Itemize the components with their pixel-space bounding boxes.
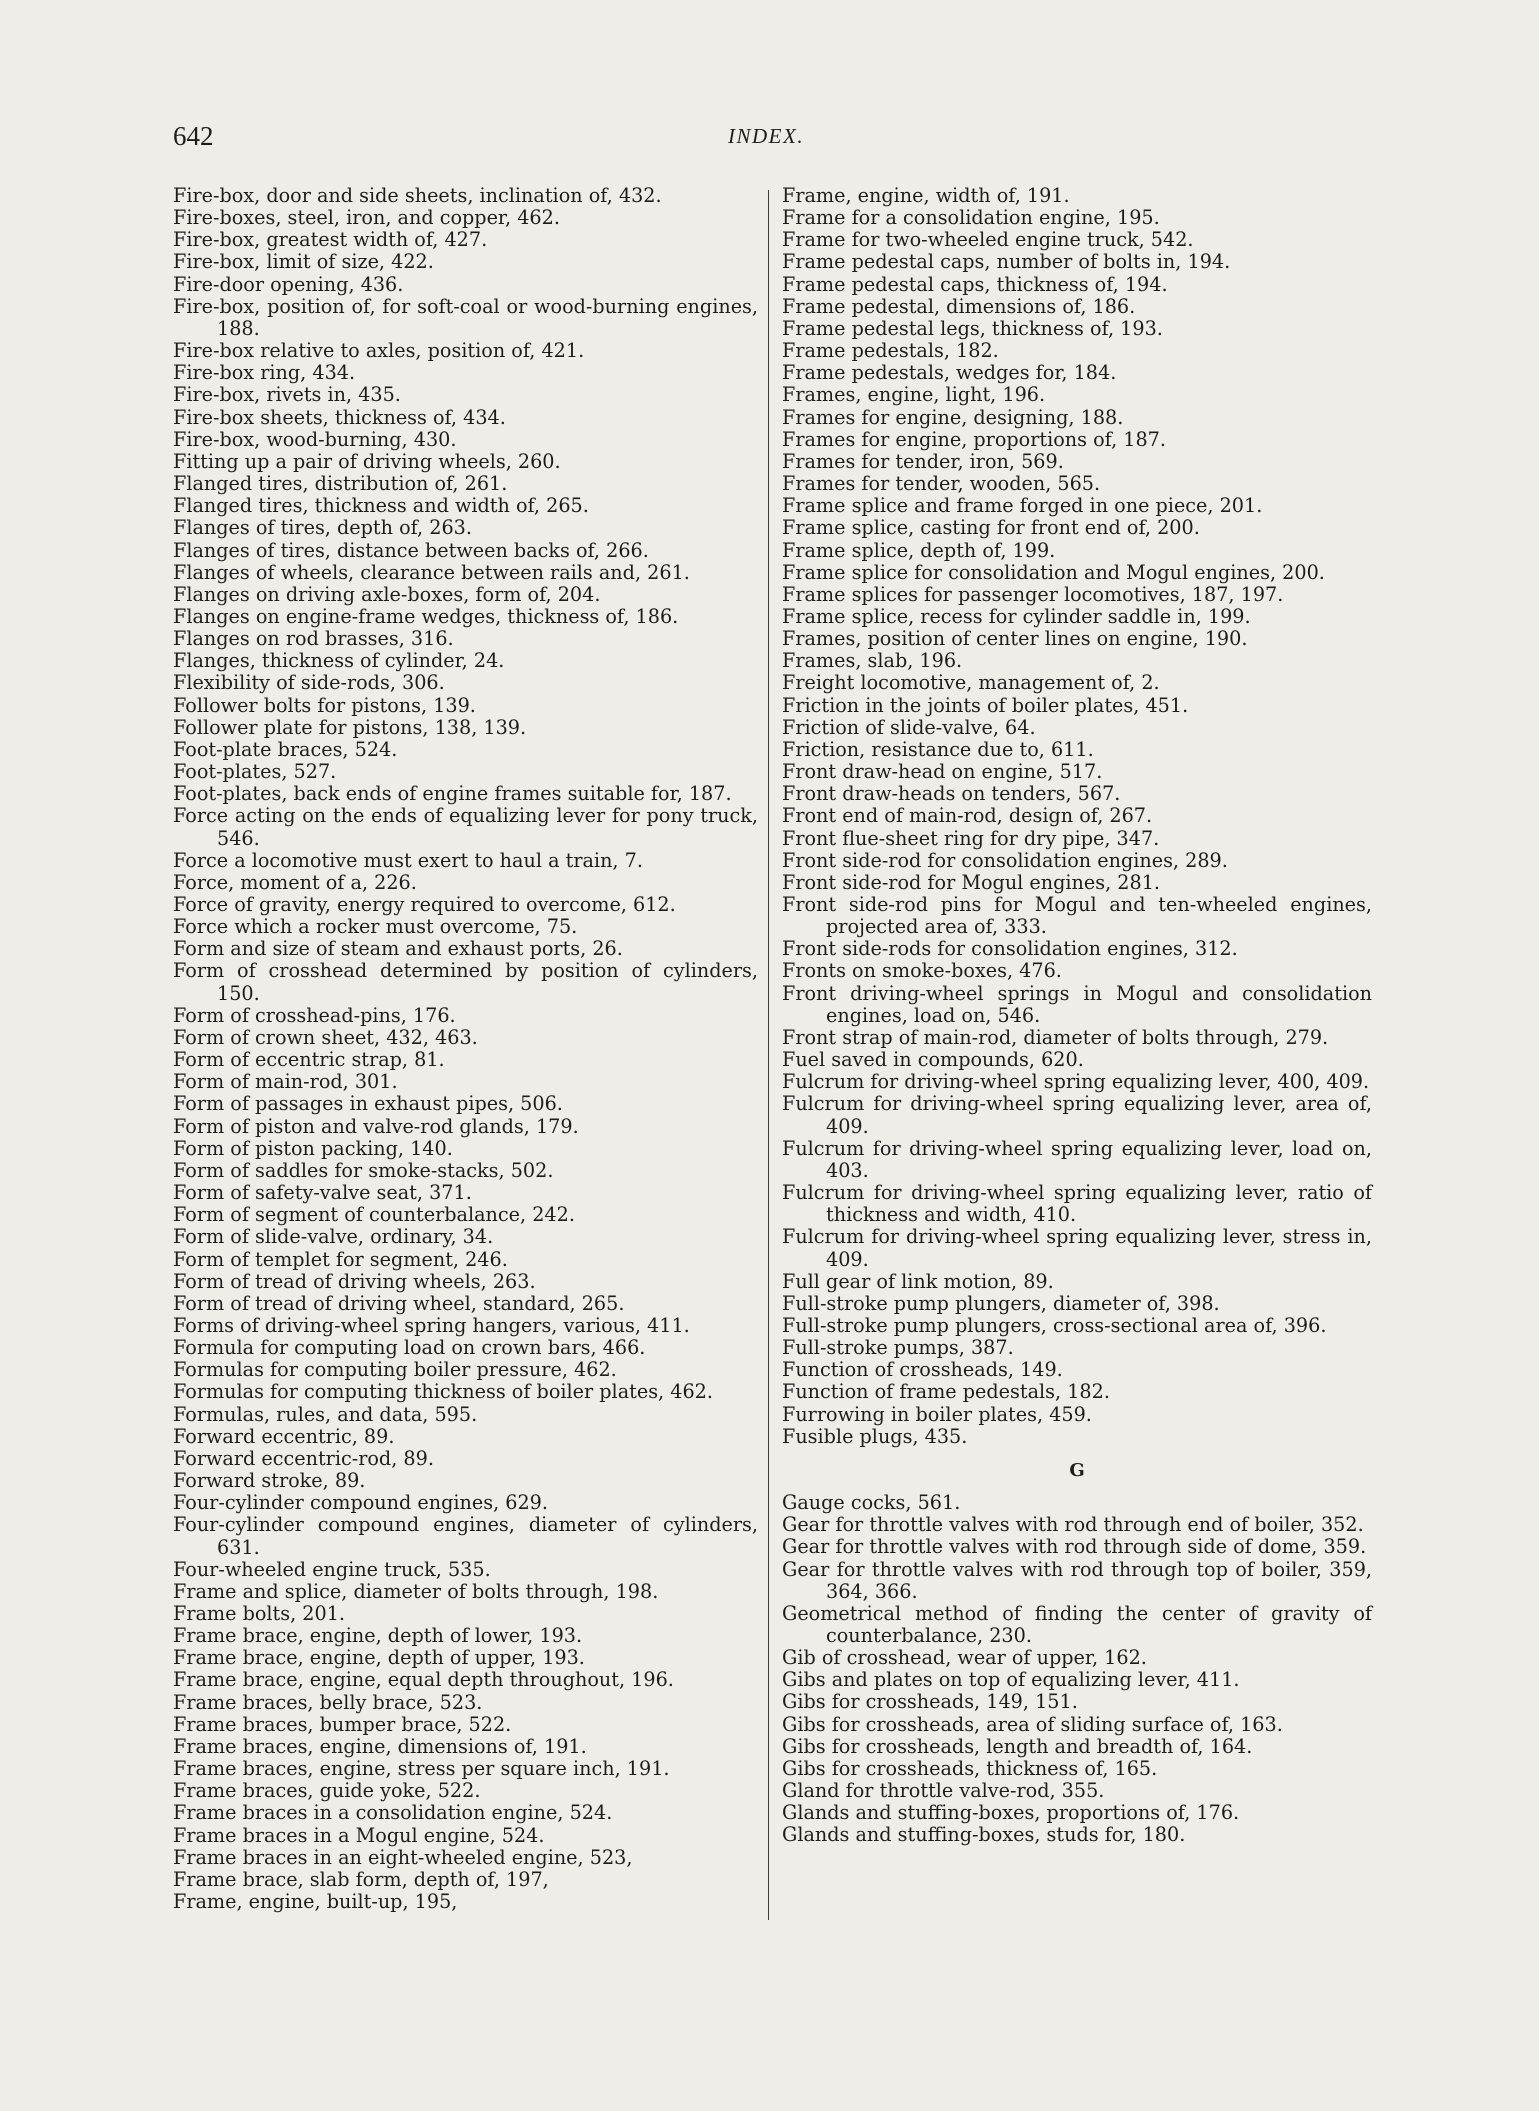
index-entry: Fire-boxes, steel, iron, and copper, 462.: [173, 206, 560, 230]
index-entry: Foot-plates, 527.: [173, 760, 337, 784]
index-entry: Furrowing in boiler plates, 459.: [782, 1402, 1092, 1426]
index-entry: Front side-rod pins for Mogul and ten-wheeled engines, projected area of, 333.: [782, 893, 1372, 939]
index-entry: Fire-box sheets, thickness of, 434.: [173, 405, 506, 429]
index-entry: Frames for engine, proportions of, 187.: [782, 427, 1166, 451]
index-entry: Fire-box, rivets in, 435.: [173, 383, 401, 407]
index-entry: Frame braces, bumper brace, 522.: [173, 1712, 512, 1736]
index-entry: Front side-rod for Mogul engines, 281.: [782, 870, 1161, 894]
index-entry: Frame for a consolidation engine, 195.: [782, 206, 1160, 230]
index-entry: Fusible plugs, 435.: [782, 1424, 968, 1448]
index-entry: Flanges of tires, depth of, 263.: [173, 516, 472, 540]
index-entry: Fulcrum for driving-wheel spring equalizing lever, ratio of thickness and width, 410.: [782, 1181, 1372, 1227]
index-entry: Fitting up a pair of driving wheels, 260.: [173, 449, 561, 473]
index-entry: Force which a rocker must overcome, 75.: [173, 915, 578, 939]
index-entry: Frames, position of center lines on engine, 190.: [782, 627, 1248, 651]
index-entry: Forms of driving-wheel spring hangers, various, 411.: [173, 1313, 690, 1337]
index-entries-g: [782, 1492, 1372, 1847]
index-entry: Frame splices for passenger locomotives, 187, 197.: [782, 582, 1284, 606]
index-entry: Forward stroke, 89.: [173, 1469, 366, 1493]
index-entry: Force, moment of a, 226.: [173, 870, 417, 894]
index-entry: Front draw-head on engine, 517.: [782, 760, 1103, 784]
index-entry: Geometrical method of finding the center of gravity of counterbalance, 230.: [782, 1601, 1372, 1647]
index-entry: Frame pedestals, 182.: [782, 339, 999, 363]
index-entry: Frames for tender, iron, 569.: [782, 449, 1064, 473]
index-entry: Gauge cocks, 561.: [782, 1491, 961, 1515]
index-entry: Frame braces in a consolidation engine, 524.: [173, 1801, 613, 1825]
index-entry: Forward eccentric-rod, 89.: [173, 1446, 434, 1470]
index-entry: Frame pedestal caps, number of bolts in, 194.: [782, 250, 1231, 274]
index-entry: Frame, engine, width of, 191.: [782, 184, 1070, 207]
index-entry: Formulas for computing thickness of boiler plates, 462.: [173, 1380, 713, 1404]
index-entry: Glands and stuffing-boxes, studs for, 180.: [782, 1823, 1186, 1847]
index-entry: Flanges on driving axle-boxes, form of, 204.: [173, 582, 601, 606]
index-entry: Front flue-sheet ring for dry pipe, 347.: [782, 826, 1160, 850]
index-entry: Full gear of link motion, 89.: [782, 1269, 1054, 1293]
index-entry: Foot-plates, back ends of engine frames suitable for, 187.: [173, 782, 732, 806]
index-entry: Formulas, rules, and data, 595.: [173, 1402, 478, 1426]
index-entry: Follower plate for pistons, 138, 139.: [173, 715, 527, 739]
index-entry: Form of templet for segment, 246.: [173, 1247, 508, 1271]
index-entry: Freight locomotive, management of, 2.: [782, 671, 1160, 695]
index-entry: Fire-door opening, 436.: [173, 272, 404, 296]
index-entry: Four-wheeled engine truck, 535.: [173, 1557, 491, 1581]
index-entry: Gib of crosshead, wear of upper, 162.: [782, 1646, 1147, 1670]
index-entry: Friction of slide-valve, 64.: [782, 715, 1036, 739]
index-entry: Frame for two-wheeled engine truck, 542.: [782, 228, 1194, 252]
index-entry: Frame braces, belly brace, 523.: [173, 1690, 483, 1714]
index-entry: Fire-box, limit of size, 422.: [173, 250, 434, 274]
index-entry: Front strap of main-rod, diameter of bolts through, 279.: [782, 1025, 1329, 1049]
index-entry: Gibs for crossheads, length and breadth of, 164.: [782, 1734, 1253, 1758]
index-entry: Front end of main-rod, design of, 267.: [782, 804, 1153, 828]
index-entry: Function of frame pedestals, 182.: [782, 1380, 1110, 1404]
index-entry: Flanges of tires, distance between backs of, 266.: [173, 538, 649, 562]
index-entry: Friction in the joints of boiler plates, 451.: [782, 693, 1189, 717]
index-entry: Form of segment of counterbalance, 242.: [173, 1203, 575, 1227]
index-entry: Form of slide-valve, ordinary, 34.: [173, 1225, 494, 1249]
index-entry: Form and size of steam and exhaust ports, 26.: [173, 937, 623, 961]
index-entry: Frame braces, engine, dimensions of, 191.: [173, 1734, 587, 1758]
index-entry: Frame braces in a Mogul engine, 524.: [173, 1823, 545, 1847]
index-entry: Gear for throttle valves with rod through top of boiler, 359, 364, 366.: [782, 1557, 1372, 1603]
index-entry: Frame braces in an eight-wheeled engine, 523,: [173, 1845, 633, 1869]
index-entry: Flanges on rod brasses, 316.: [173, 627, 454, 651]
index-entry: Follower bolts for pistons, 139.: [173, 693, 476, 717]
index-entry: Frames, slab, 196.: [782, 649, 963, 673]
index-entry: Front driving-wheel springs in Mogul and consolidation engines, load on, 546.: [782, 981, 1372, 1027]
index-entry: Four-cylinder compound engines, diameter of cylinders, 631.: [173, 1513, 758, 1559]
index-entry: Foot-plate braces, 524.: [173, 737, 398, 761]
index-entry: Frame bolts, 201.: [173, 1602, 346, 1625]
index-entry: Full-stroke pump plungers, cross-sectional area of, 396.: [782, 1313, 1327, 1337]
index-entry: Forward eccentric, 89.: [173, 1424, 395, 1448]
index-entry: Function of crossheads, 149.: [782, 1358, 1063, 1382]
index-entry: Frame splice for consolidation and Mogul engines, 200.: [782, 560, 1325, 584]
index-entry: Full-stroke pump plungers, diameter of, 398.: [782, 1291, 1220, 1315]
index-entry: Fuel saved in compounds, 620.: [782, 1048, 1084, 1072]
index-entry: Frame splice, depth of, 199.: [782, 538, 1056, 562]
index-entry: Fulcrum for driving-wheel spring equalizing lever, 400, 409.: [782, 1070, 1370, 1094]
index-entry: Gibs for crossheads, thickness of, 165.: [782, 1756, 1158, 1780]
index-entry: Frame splice and frame forged in one piece, 201.: [782, 494, 1263, 518]
index-entry: Form of saddles for smoke-stacks, 502.: [173, 1158, 554, 1182]
index-entry: Frame pedestal legs, thickness of, 193.: [782, 316, 1163, 340]
index-entry: Form of crosshead determined by position of cylinders, 150.: [173, 959, 758, 1005]
index-entry: Gibs for crossheads, area of sliding surface of, 163.: [782, 1712, 1283, 1736]
index-entry: Fire-box relative to axles, position of, 421.: [173, 339, 585, 363]
index-entry: Form of passages in exhaust pipes, 506.: [173, 1092, 563, 1116]
index-entry: Form of piston and valve-rod glands, 179.: [173, 1114, 579, 1138]
index-entry: Front side-rod for consolidation engines, 289.: [782, 848, 1228, 872]
index-entry: Frame pedestals, wedges for, 184.: [782, 361, 1117, 385]
index-entry: Flexibility of side-rods, 306.: [173, 671, 445, 695]
index-entry: Form of tread of driving wheel, standard, 265.: [173, 1291, 625, 1315]
running-head: INDEX.: [728, 124, 805, 148]
index-entry: Fulcrum for driving-wheel spring equalizing lever, stress in, 409.: [782, 1225, 1372, 1271]
index-entry: Frame braces, guide yoke, 522.: [173, 1779, 481, 1803]
index-entry: Fire-box, wood-burning, 430.: [173, 427, 457, 451]
index-entry: Glands and stuffing-boxes, proportions of, 176.: [782, 1801, 1240, 1825]
index-entry: Frame splice, casting for front end of, 200.: [782, 516, 1200, 540]
index-entry: Form of safety-valve seat, 371.: [173, 1181, 472, 1205]
section-letter: G: [1069, 1459, 1085, 1481]
index-entry: Fronts on smoke-boxes, 476.: [782, 959, 1062, 983]
index-entry: Form of main-rod, 301.: [173, 1070, 398, 1094]
column-divider: [768, 190, 769, 1920]
index-entry: Fire-box, door and side sheets, inclination of, 432.: [173, 184, 662, 207]
index-entry: Frame braces, engine, stress per square inch, 191.: [173, 1757, 670, 1781]
page-number: 642: [173, 121, 214, 151]
index-entry: Front side-rods for consolidation engines, 312.: [782, 937, 1238, 961]
index-entry: Form of eccentric strap, 81.: [173, 1048, 445, 1072]
index-entry: Flanges, thickness of cylinder, 24.: [173, 649, 505, 673]
index-entry: Friction, resistance due to, 611.: [782, 737, 1094, 761]
index-entry: Flanges of wheels, clearance between rails and, 261.: [173, 560, 690, 584]
index-entry: Frame brace, slab form, depth of, 197,: [173, 1867, 549, 1891]
index-entry: Form of crown sheet, 432, 463.: [173, 1025, 478, 1049]
index-entry: Frame splice, recess for cylinder saddle in, 199.: [782, 604, 1251, 628]
index-entry: Form of tread of driving wheels, 263.: [173, 1269, 536, 1293]
index-entry: Flanged tires, thickness and width of, 265.: [173, 494, 589, 518]
index-entry: Gear for throttle valves with rod through end of boiler, 352.: [782, 1513, 1364, 1537]
index-column-right: [782, 185, 1372, 1847]
index-entry: Gibs and plates on top of equalizing lever, 411.: [782, 1668, 1240, 1692]
index-entry: Gland for throttle valve-rod, 355.: [782, 1779, 1105, 1803]
index-entry: Frames for engine, designing, 188.: [782, 405, 1124, 429]
index-entry: Front draw-heads on tenders, 567.: [782, 782, 1121, 806]
index-entry: Flanges on engine-frame wedges, thickness of, 186.: [173, 604, 679, 628]
index-entry: Frame pedestal caps, thickness of, 194.: [782, 272, 1168, 296]
index-column-left: [173, 185, 758, 1913]
index-entry: Force of gravity, energy required to overcome, 612.: [173, 893, 676, 916]
index-entry: Formula for computing load on crown bars, 466.: [173, 1336, 646, 1360]
index-entry: Flanged tires, distribution of, 261.: [173, 472, 508, 496]
index-entry: Frames for tender, wooden, 565.: [782, 472, 1101, 496]
index-entry: Frame brace, engine, depth of upper, 193.: [173, 1646, 585, 1670]
index-entry: Fulcrum for driving-wheel spring equalizing lever, load on, 403.: [782, 1136, 1372, 1182]
index-entry: Fire-box, position of, for soft-coal or wood-burning engines, 188.: [173, 294, 758, 340]
index-entry: Gibs for crossheads, 149, 151.: [782, 1690, 1078, 1714]
index-entry: Frame brace, engine, equal depth throughout, 196.: [173, 1668, 674, 1692]
index-entry: Formulas for computing boiler pressure, 462.: [173, 1358, 617, 1382]
index-entry: Force a locomotive must exert to haul a train, 7.: [173, 848, 643, 872]
index-entry: Force acting on the ends of equalizing lever for pony truck, 546.: [173, 804, 758, 850]
index-entry: Frame brace, engine, depth of lower, 193.: [173, 1624, 583, 1648]
index-entry: Frame pedestal, dimensions of, 186.: [782, 294, 1136, 318]
index-entry: Fulcrum for driving-wheel spring equalizing lever, area of, 409.: [782, 1092, 1372, 1138]
index-entry: Form of piston packing, 140.: [173, 1136, 453, 1160]
index-entry: Fire-box, greatest width of, 427.: [173, 228, 488, 252]
index-entry: Gear for throttle valves with rod through side of dome, 359.: [782, 1535, 1367, 1559]
index-entry: Fire-box ring, 434.: [173, 361, 356, 385]
index-entry: Full-stroke pumps, 387.: [782, 1336, 1014, 1360]
index-entry: Form of crosshead-pins, 176.: [173, 1003, 456, 1027]
index-entries-f: [782, 185, 1372, 1448]
index-entry: Four-cylinder compound engines, 629.: [173, 1491, 548, 1515]
index-entry: Frame and splice, diameter of bolts through, 198.: [173, 1579, 659, 1603]
index-entry: Frame, engine, built-up, 195,: [173, 1890, 458, 1914]
index-entry: Frames, engine, light, 196.: [782, 383, 1046, 407]
